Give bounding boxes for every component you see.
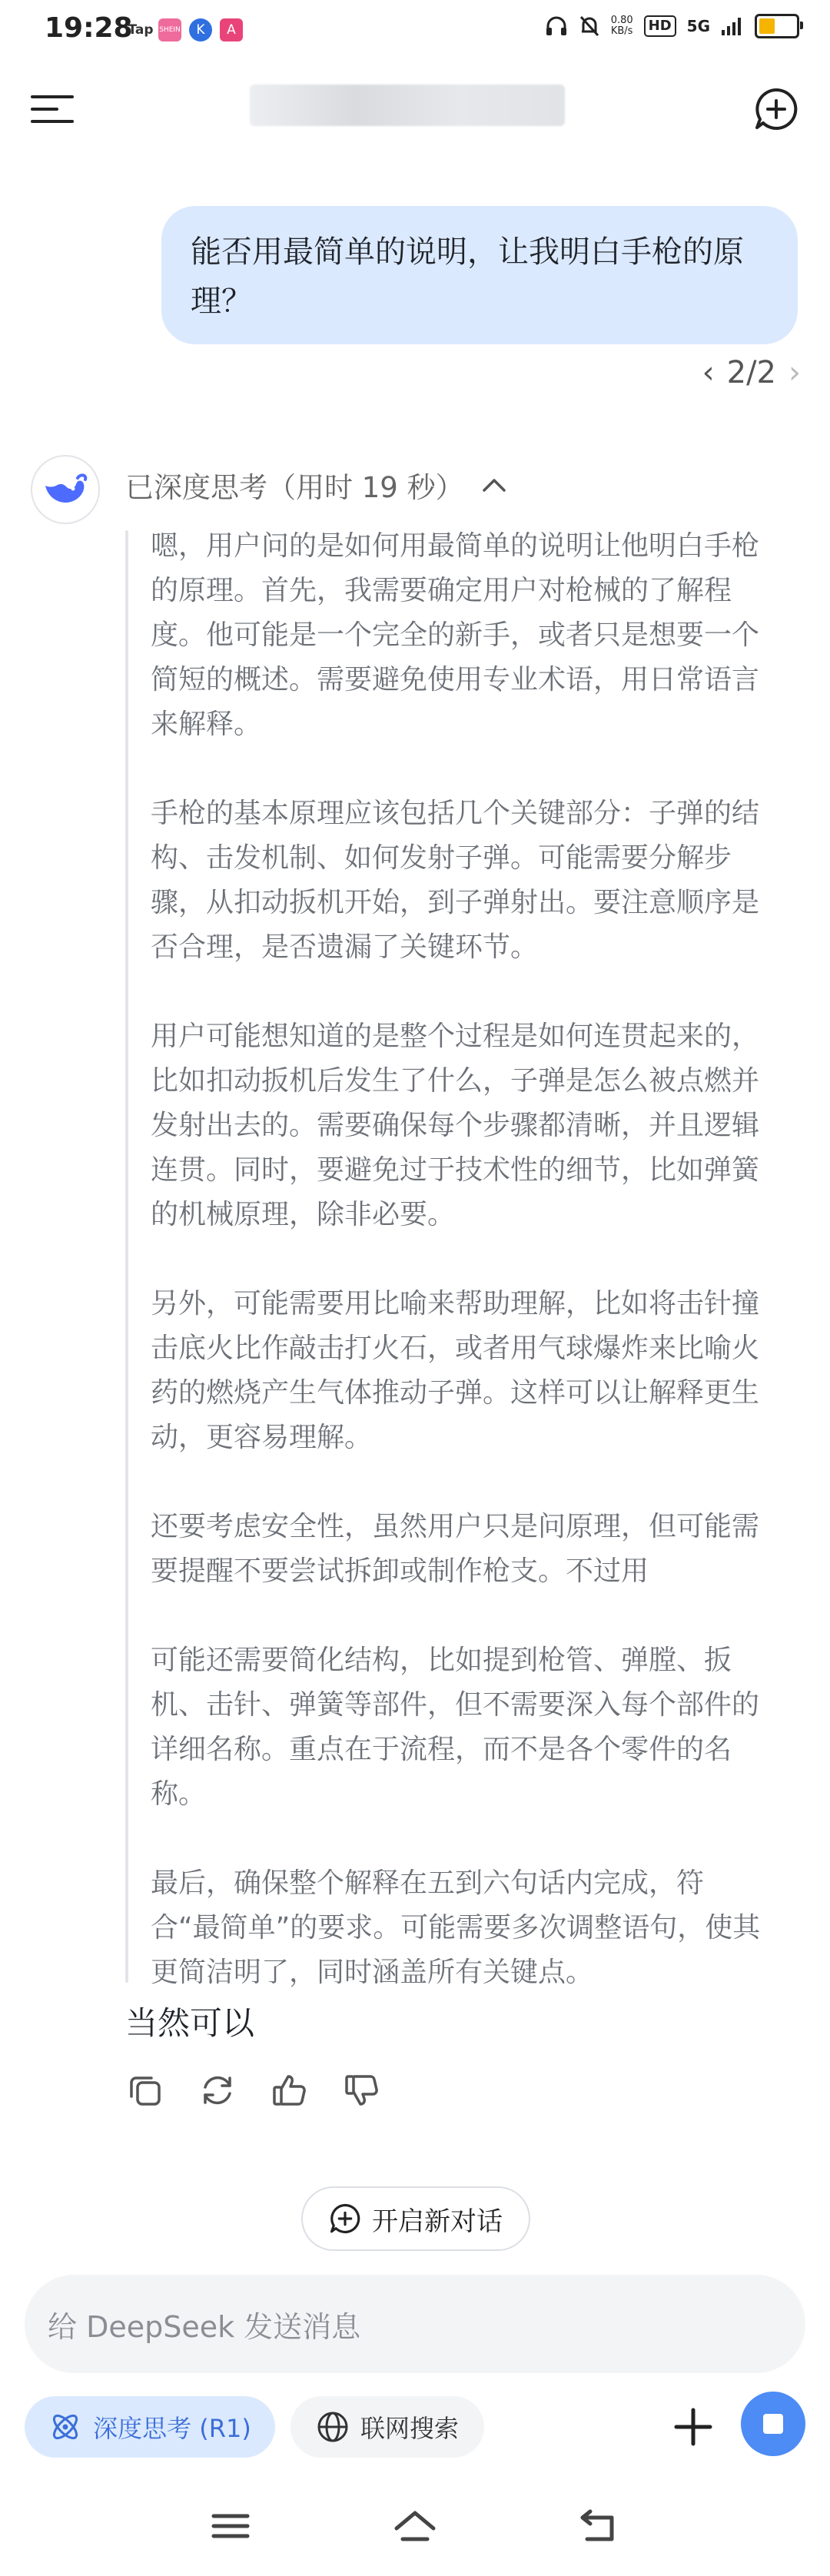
atom-icon — [48, 2410, 82, 2444]
thumbs-down-icon[interactable] — [342, 2070, 382, 2110]
status-time: 19:28 — [45, 12, 133, 44]
thinking-paragraph: 嗯，用户问的是如何用最简单的说明让他明白手枪的原理。首先，我需要确定用户对枪械的了解程度。他可能是一个完全的新手，或者只是想要一个简短的概述。需要避免使用专业术语，用日常语言来解释。 — [151, 530, 760, 740]
stop-send-button[interactable] — [741, 2392, 805, 2456]
conversation-title-redacted — [250, 85, 565, 126]
new-conversation-label: 开启新对话 — [372, 2206, 503, 2237]
next-response-icon[interactable]: › — [788, 355, 801, 390]
chevron-up-icon — [481, 476, 507, 493]
thinking-divider — [125, 530, 128, 1983]
thinking-paragraph: 可能还需要简化结构，比如提到枪管、弹膛、扳机、击针、弹簧等部件，但不需要深入每个部件的详细名称。重点在于流程，而不是各个零件的名称。 — [151, 1645, 760, 1810]
new-chat-icon — [329, 2203, 361, 2235]
web-search-toggle[interactable] — [290, 2396, 484, 2458]
headphones-icon — [545, 15, 568, 37]
attach-plus-icon[interactable] — [670, 2404, 716, 2450]
thinking-header-label: 已深度思考（用时 19 秒） — [125, 471, 464, 504]
message-input[interactable] — [25, 2275, 805, 2373]
regenerate-icon[interactable] — [198, 2070, 237, 2110]
copy-icon[interactable] — [125, 2070, 165, 2110]
new-chat-icon[interactable] — [753, 86, 799, 132]
thumbs-up-icon[interactable] — [270, 2070, 310, 2110]
deepseek-whale-icon — [42, 470, 88, 509]
home-icon[interactable] — [392, 2507, 438, 2545]
thinking-paragraph: 用户可能想知道的是整个过程是如何连贯起来的，比如扣动扳机后发生了什么，子弹是怎么被点燃并发射出去的。需要确保每个步骤都清晰，并且逻辑连贯。同时，要避免过于技术性的细节，比如弹簧的机械原理，除非必要。 — [151, 1021, 760, 1230]
previous-response-icon[interactable]: ‹ — [702, 355, 715, 390]
game-app-icon: A — [220, 18, 243, 41]
thinking-content — [151, 524, 770, 2040]
tap-app-icon: Tap — [128, 22, 154, 38]
status-bar — [0, 0, 830, 61]
globe-icon — [316, 2410, 350, 2444]
thinking-paragraph: 另外，可能需要用比喻来帮助理解，比如将击针撞击底火比作敲击打火石，或者用气球爆炸来比喻火药的燃烧产生气体推动子弹。这样可以让解释更生动，更容易理解。 — [151, 1288, 760, 1453]
menu-button[interactable] — [31, 92, 74, 126]
assistant-answer: 当然可以 — [125, 2004, 255, 2042]
thinking-paragraph: 最后，确保整个解释在五到六句话内完成，符合“最简单”的要求。可能需要多次调整语句，使其更简洁明了，同时涵盖所有关键点。 — [151, 1867, 761, 1988]
web-search-label: 联网搜索 — [360, 2414, 459, 2443]
stop-icon — [763, 2414, 783, 2434]
deep-think-toggle[interactable] — [25, 2396, 275, 2458]
mute-bell-icon — [579, 15, 600, 38]
message-actions — [125, 2070, 382, 2110]
deepseek-avatar — [31, 455, 100, 524]
back-icon[interactable] — [576, 2507, 622, 2545]
k-app-icon: K — [189, 18, 212, 41]
new-conversation-button[interactable] — [301, 2186, 530, 2251]
battery-icon — [755, 14, 799, 38]
network-speed: 0.80 KB/s — [610, 15, 633, 37]
status-indicators — [545, 14, 799, 38]
recent-apps-icon[interactable] — [208, 2507, 254, 2545]
thinking-paragraph: 还要考虑安全性，虽然用户只是问原理，但可能需要提醒不要尝试拆卸或制作枪支。不过用 — [151, 1511, 760, 1587]
pager-count: 2/2 — [726, 355, 776, 390]
thinking-paragraph: 手枪的基本原理应该包括几个关键部分：子弹的结构、击发机制、如何发射子弹。可能需要分解步骤，从扣动扳机开始，到子弹射出。要注意顺序是否合理，是否遗漏了关键环节。 — [151, 798, 760, 963]
shein-app-icon: SHEIN — [158, 18, 181, 41]
thinking-toggle[interactable] — [125, 464, 507, 506]
deep-think-label: 深度思考 (R1) — [93, 2414, 251, 2443]
hd-badge: HD — [644, 15, 676, 37]
signal-icon — [721, 16, 744, 36]
user-message-bubble[interactable]: 能否用最简单的说明，让我明白手枪的原理？ — [161, 206, 798, 344]
response-pager — [702, 355, 801, 390]
message-input-placeholder: 给 DeepSeek 发送消息 — [48, 2309, 361, 2344]
network-type: 5G — [686, 17, 710, 35]
